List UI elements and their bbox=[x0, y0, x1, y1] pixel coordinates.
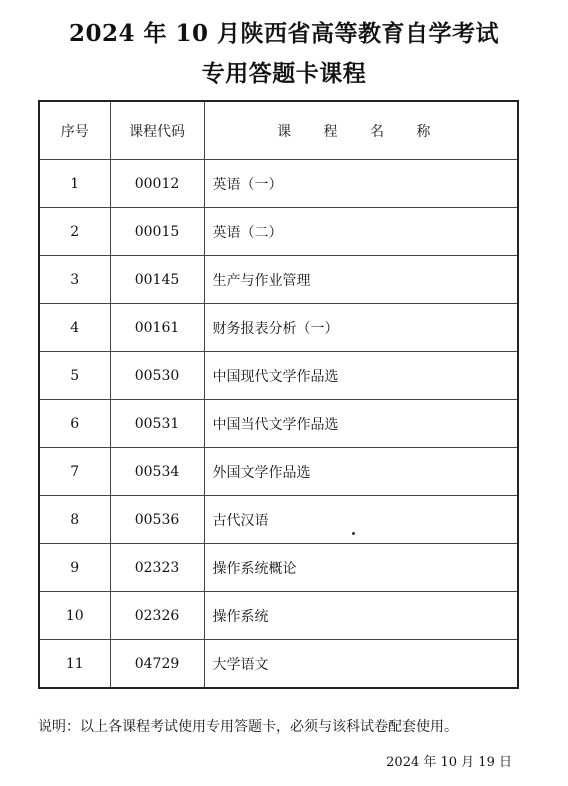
row-course-name: 英语（一） bbox=[204, 160, 518, 208]
row-course-name: 大学语文 bbox=[204, 640, 518, 689]
row-course-code: 00531 bbox=[110, 400, 204, 448]
row-course-name: 生产与作业管理 bbox=[204, 256, 518, 304]
row-seq: 8 bbox=[39, 496, 110, 544]
row-course-name: 外国文学作品选 bbox=[204, 448, 518, 496]
issue-date: 2024 年 10 月 19 日 bbox=[386, 755, 512, 770]
footnote: 说明：以上各课程考试使用专用答题卡，必须与该科试卷配套使用。 bbox=[38, 719, 458, 735]
table-row bbox=[39, 640, 518, 689]
row-course-code: 00530 bbox=[110, 352, 204, 400]
table-row bbox=[39, 400, 518, 448]
row-seq: 3 bbox=[39, 256, 110, 304]
row-seq: 10 bbox=[39, 592, 110, 640]
row-seq: 9 bbox=[39, 544, 110, 592]
row-course-name: 财务报表分析（一） bbox=[204, 304, 518, 352]
table-row bbox=[39, 304, 518, 352]
table-row bbox=[39, 208, 518, 256]
row-course-name: 古代汉语 bbox=[204, 496, 518, 544]
row-course-name: 操作系统概论 bbox=[204, 544, 518, 592]
table-row bbox=[39, 544, 518, 592]
row-seq: 11 bbox=[39, 640, 110, 689]
table-row bbox=[39, 448, 518, 496]
row-course-code: 04729 bbox=[110, 640, 204, 689]
row-course-code: 00161 bbox=[110, 304, 204, 352]
row-seq: 1 bbox=[39, 160, 110, 208]
row-seq: 6 bbox=[39, 400, 110, 448]
header-seq: 序号 bbox=[39, 101, 110, 160]
header-code: 课程代码 bbox=[110, 101, 204, 160]
table-header-row bbox=[39, 101, 518, 160]
row-course-code: 00536 bbox=[110, 496, 204, 544]
document-title-line1: 2024 年 10 月陕西省高等教育自学考试 bbox=[68, 20, 500, 47]
table-row bbox=[39, 352, 518, 400]
row-seq: 5 bbox=[39, 352, 110, 400]
table-row bbox=[39, 160, 518, 208]
scan-dot bbox=[352, 532, 355, 535]
row-course-name: 中国当代文学作品选 bbox=[204, 400, 518, 448]
row-seq: 2 bbox=[39, 208, 110, 256]
table-row bbox=[39, 256, 518, 304]
row-course-code: 00015 bbox=[110, 208, 204, 256]
row-course-code: 00012 bbox=[110, 160, 204, 208]
table-row bbox=[39, 496, 518, 544]
table-row bbox=[39, 592, 518, 640]
row-course-name: 操作系统 bbox=[204, 592, 518, 640]
row-course-name: 英语（二） bbox=[204, 208, 518, 256]
document-title-line2: 专用答题卡课程 bbox=[201, 60, 367, 87]
row-course-code: 00534 bbox=[110, 448, 204, 496]
row-course-code: 02326 bbox=[110, 592, 204, 640]
course-table bbox=[38, 100, 519, 689]
row-seq: 7 bbox=[39, 448, 110, 496]
row-course-name: 中国现代文学作品选 bbox=[204, 352, 518, 400]
header-course-name: 课 程 名 称 bbox=[204, 101, 518, 160]
row-seq: 4 bbox=[39, 304, 110, 352]
row-course-code: 02323 bbox=[110, 544, 204, 592]
row-course-code: 00145 bbox=[110, 256, 204, 304]
